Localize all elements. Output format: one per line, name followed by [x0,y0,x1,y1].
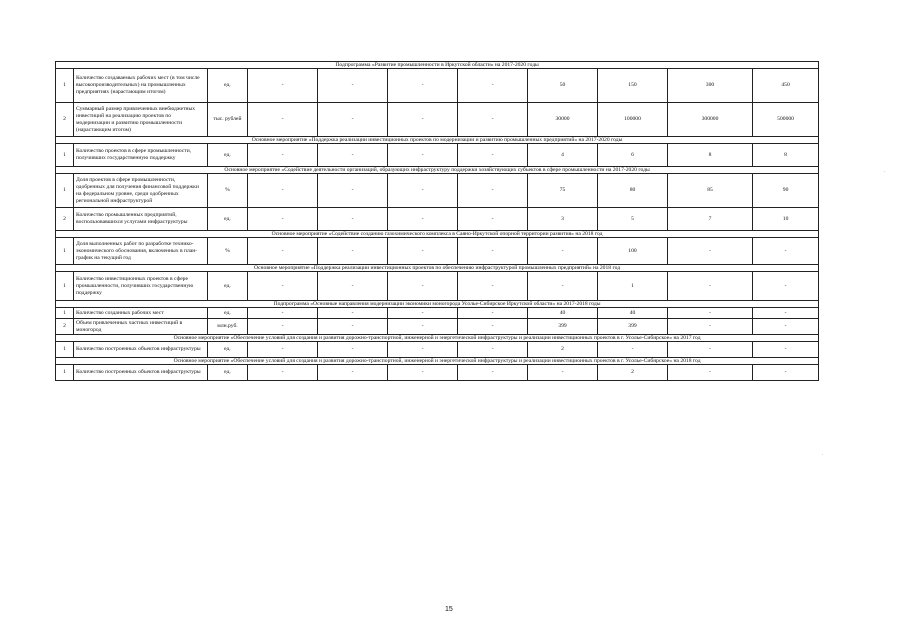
indicator-name-cell: Количество промышленных предприятий, воспользовавшихся услугами инфраструктуры [74,208,208,231]
value-cell: 5 [598,208,668,231]
value-cell: 7 [668,208,753,231]
value-cell: 40 [528,308,598,319]
value-cell: 90 [753,174,819,208]
value-cell: 8 [753,144,819,167]
section-row [56,358,819,365]
row-number-cell: 1 [56,272,74,301]
row-number-cell: 1 [56,308,74,319]
indicator-name-cell: Суммарный размер привлеченных внебюджетных инвестиций на реализацию проектов по модернизации и развитию промышленности (нарастающим итогом) [74,103,208,137]
value-cell: - [388,208,458,231]
value-cell: - [388,272,458,301]
value-cell: - [318,69,388,103]
value-cell: - [248,319,318,335]
value-cell: - [318,272,388,301]
row-number-cell: 2 [56,319,74,335]
value-cell: - [388,69,458,103]
value-cell: - [248,69,318,103]
table-body [56,62,819,381]
indicator-name-cell: Количество инвестиционных проектов в сфере промышленности, получивших государственную поддержку [74,272,208,301]
table-row [56,365,819,381]
indicator-name-cell: Доля выполненных работ по разработке технико-экономического обоснования, включенных в план-график на текущий год [74,238,208,265]
value-cell: 2 [598,365,668,381]
value-cell: 30000 [528,103,598,137]
unit-cell: ед. [208,69,248,103]
row-number-cell: 1 [56,342,74,358]
value-cell: - [248,365,318,381]
value-cell: - [458,308,528,319]
indicator-name-cell: Объем привлеченных частных инвестиций в моногород [74,319,208,335]
value-cell: 50 [528,69,598,103]
table-row [56,208,819,231]
value-cell: 150 [598,69,668,103]
unit-cell: ед. [208,308,248,319]
section-row [56,265,819,272]
value-cell: - [388,103,458,137]
row-number-cell: 1 [56,174,74,208]
value-cell: - [668,272,753,301]
unit-cell: ед. [208,208,248,231]
section-row [56,62,819,69]
section-row [56,137,819,144]
unit-cell: ед. [208,272,248,301]
table-row [56,69,819,103]
row-number-cell: 1 [56,238,74,265]
value-cell: - [318,238,388,265]
value-cell: 6 [598,144,668,167]
value-cell: 4 [528,144,598,167]
value-cell: - [753,365,819,381]
value-cell: - [528,272,598,301]
section-row [56,167,819,174]
value-cell: 100 [598,238,668,265]
value-cell: - [318,103,388,137]
value-cell: - [668,238,753,265]
table-row [56,308,819,319]
value-cell: - [318,144,388,167]
value-cell: - [668,319,753,335]
value-cell: - [668,308,753,319]
value-cell: 399 [598,319,668,335]
value-cell: - [318,319,388,335]
value-cell: - [458,144,528,167]
value-cell: - [458,319,528,335]
section-title: Основное мероприятие «Поддержка реализации инвестиционных проектов по модернизации и развитию промышленных предприятий» на 2017-2020 годы [56,137,819,144]
value-cell: 2 [528,342,598,358]
value-cell: 10 [753,208,819,231]
value-cell: - [248,174,318,208]
row-number-cell: 2 [56,208,74,231]
value-cell: - [598,342,668,358]
value-cell: - [318,308,388,319]
value-cell: 300 [668,69,753,103]
value-cell: - [248,103,318,137]
row-number-cell: 1 [56,365,74,381]
indicator-name-cell: Количество проектов в сфере промышленности, получивших государственную поддержку [74,144,208,167]
value-cell: - [753,272,819,301]
table-row [56,174,819,208]
value-cell: - [318,365,388,381]
value-cell: 8 [668,144,753,167]
section-row [56,231,819,238]
value-cell: - [458,103,528,137]
value-cell: - [458,69,528,103]
value-cell: - [753,319,819,335]
page-number: 15 [445,606,453,613]
value-cell: - [458,342,528,358]
value-cell: - [388,365,458,381]
value-cell: 3 [528,208,598,231]
value-cell: 100000 [598,103,668,137]
indicator-name-cell: Количество созданных рабочих мест [74,308,208,319]
indicator-name-cell: Доля проектов в сфере промышленности, одобренных для получения финансовой поддержки на федеральном уровне, среди одобренных региональной инфраструктурой [74,174,208,208]
value-cell: - [528,238,598,265]
value-cell: 300000 [668,103,753,137]
section-title: Основное мероприятие «Содействие деятельности организаций, образующих инфраструктуру поддержки хозяйствующих субъектов в сфере промышленности на 2017-2020 годы [56,167,819,174]
section-title: Подпрограмма «Развитие промышленности в Иркутской области» на 2017-2020 годы [56,62,819,69]
value-cell: 500000 [753,103,819,137]
value-cell: - [248,308,318,319]
table-row [56,272,819,301]
value-cell: - [458,238,528,265]
table-row [56,319,819,335]
indicator-name-cell: Количество создаваемых рабочих мест (в том числе высокопроизводительных) на промышленных предприятиях (нарастающим итогом) [74,69,208,103]
value-cell: - [248,272,318,301]
value-cell: - [668,365,753,381]
value-cell: 450 [753,69,819,103]
unit-cell: ед. [208,365,248,381]
value-cell: - [318,174,388,208]
value-cell: - [388,308,458,319]
margin-mark: . [884,169,886,174]
margin-mark: . [822,452,824,457]
section-row [56,335,819,342]
table-row [56,103,819,137]
section-title: Основное мероприятие «Обеспечение условий для создания и развития дорожно-транспортной, инженерной и энергетической инфраструктуры и реализации инвестиционных проектов в г. Усолье-Сибирское» на 2017 год [56,335,819,342]
value-cell: - [668,342,753,358]
value-cell: - [248,144,318,167]
indicator-name-cell: Количество построенных объектов инфраструктуры [74,365,208,381]
table-row [56,238,819,265]
value-cell: - [388,238,458,265]
value-cell: - [388,144,458,167]
value-cell: - [458,208,528,231]
value-cell: 1 [598,272,668,301]
unit-cell: ед. [208,342,248,358]
section-title: Подпрограмма «Основные направления модернизации экономики моногорода Усолье-Сибирское Иркутской области» на 2017-2018 годы [56,301,819,308]
row-number-cell: 2 [56,103,74,137]
value-cell: - [388,342,458,358]
value-cell: 399 [528,319,598,335]
value-cell: - [753,308,819,319]
section-row [56,301,819,308]
value-cell: - [753,342,819,358]
row-number-cell: 1 [56,69,74,103]
value-cell: - [248,342,318,358]
value-cell: - [248,238,318,265]
table-row [56,342,819,358]
row-number-cell: 1 [56,144,74,167]
value-cell: - [318,342,388,358]
value-cell: - [458,365,528,381]
value-cell: 75 [528,174,598,208]
unit-cell: ед. [208,144,248,167]
value-cell: - [248,208,318,231]
value-cell: 40 [598,308,668,319]
unit-cell: тыс. рублей [208,103,248,137]
section-title: Основное мероприятие «Содействие созданию газохимического комплекса в Саяно-Иркутской опорной территории развития» на 2018 год [56,231,819,238]
table-row [56,144,819,167]
unit-cell: млн.руб. [208,319,248,335]
value-cell: - [388,319,458,335]
value-cell: - [388,174,458,208]
value-cell: 80 [598,174,668,208]
section-title: Основное мероприятие «Обеспечение условий для создания и развития дорожно-транспортной, инженерной и энергетической инфраструктуры и реализации инвестиционных проектов в г. Усолье-Сибирское» на 2018 год [56,358,819,365]
value-cell: 85 [668,174,753,208]
unit-cell: % [208,238,248,265]
value-cell: - [458,174,528,208]
indicator-name-cell: Количество построенных объектов инфраструктуры [74,342,208,358]
indicators-table [55,61,819,381]
value-cell: - [458,272,528,301]
value-cell: - [753,238,819,265]
unit-cell: % [208,174,248,208]
value-cell: - [318,208,388,231]
value-cell: - [528,365,598,381]
section-title: Основное мероприятие «Поддержка реализации инвестиционных проектов по обеспечению инфраструктурой промышленных предприятий» на 2018 год [56,265,819,272]
